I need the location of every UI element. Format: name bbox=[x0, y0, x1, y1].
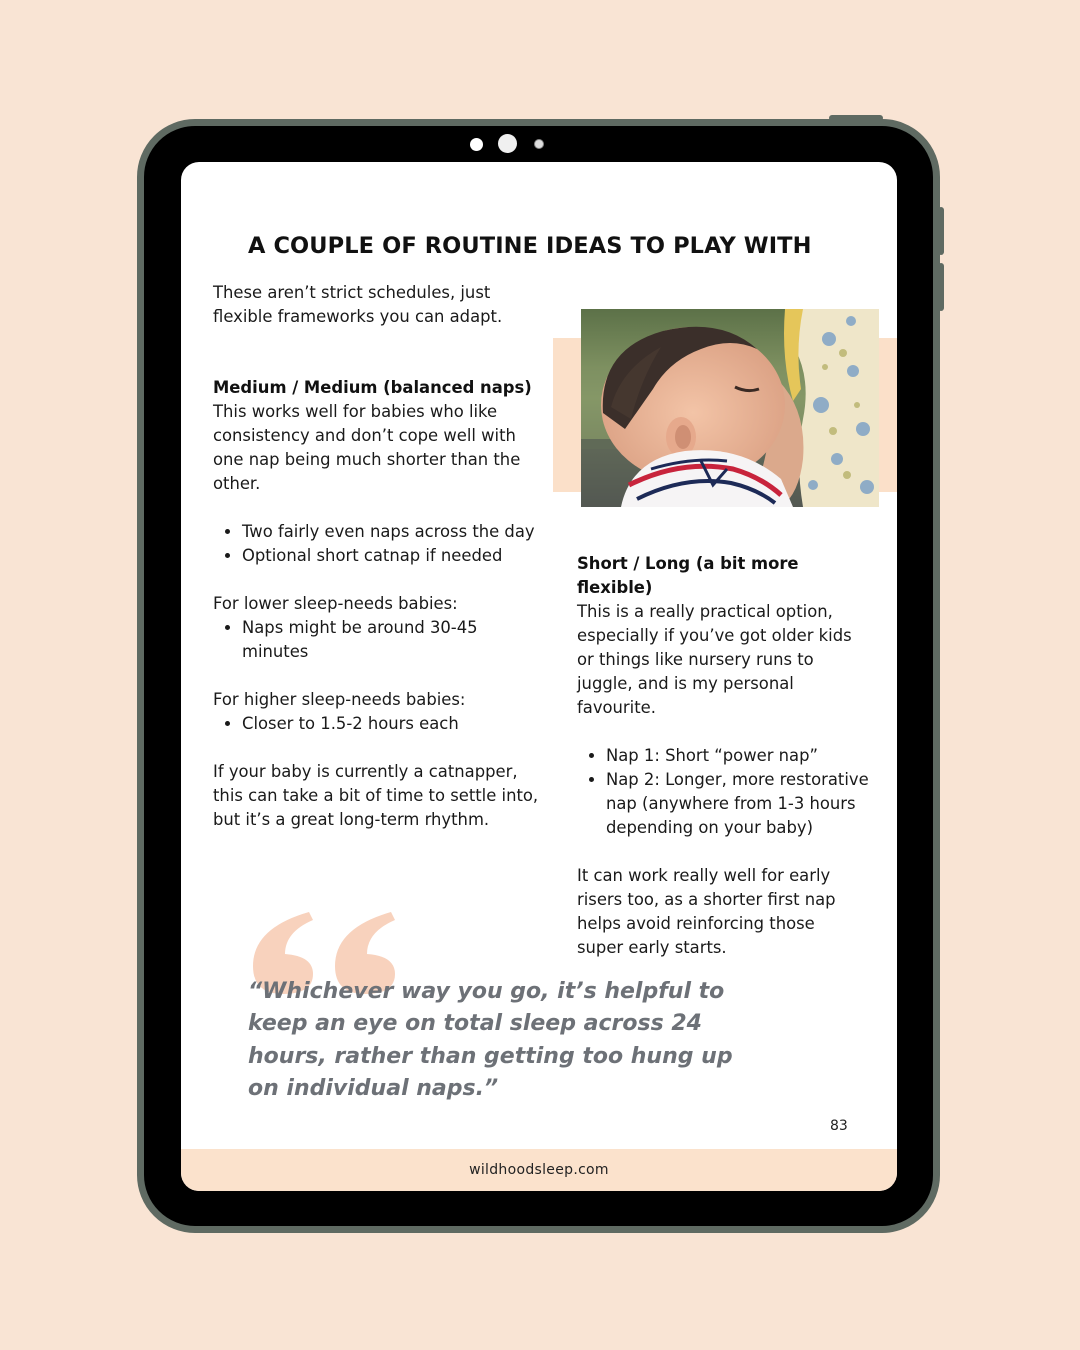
right-column bbox=[577, 552, 877, 960]
medium-medium-closing: If your baby is currently a catnapper, this can take a bit of time to settle into, but it’s a great long-term rhythm. bbox=[213, 762, 539, 829]
higher-sleep-needs-list bbox=[213, 712, 543, 736]
short-long-description: This is a really practical option, especially if you’ve got older kids or things like nursery runs to juggle, and is my personal favourite. bbox=[577, 602, 852, 717]
breastfeeding-baby-photo bbox=[581, 309, 879, 507]
list-item: • Closer to 1.5-2 hours each bbox=[242, 712, 543, 736]
tablet-sensor-left bbox=[470, 138, 483, 151]
medium-medium-list bbox=[213, 520, 543, 568]
list-item: • Nap 2: Longer, more restorative nap (anywhere from 1-3 hours depending on your baby) bbox=[606, 768, 877, 840]
footer-website: wildhoodsleep.com bbox=[181, 1149, 897, 1191]
medium-medium-heading: Medium / Medium (balanced naps) bbox=[213, 378, 532, 397]
intro-text: These aren’t strict schedules, just flexible frameworks you can adapt. bbox=[213, 283, 503, 326]
list-item: • Two fairly even naps across the day bbox=[242, 520, 543, 544]
short-long-closing: It can work really well for early risers too, as a shorter first nap helps avoid reinforcing those super early starts. bbox=[577, 866, 836, 957]
tablet-sensor-right bbox=[534, 139, 544, 149]
ebook-page bbox=[181, 162, 897, 1191]
list-item: • Optional short catnap if needed bbox=[242, 544, 543, 568]
list-item: • Naps might be around 30-45 minutes bbox=[242, 616, 512, 664]
short-long-heading: Short / Long (a bit more flexible) bbox=[577, 554, 799, 597]
tablet-volume-down-button bbox=[938, 263, 944, 311]
lower-sleep-needs-list bbox=[213, 616, 512, 664]
breastfeeding-baby-illustration bbox=[581, 309, 879, 507]
medium-medium-description: This works well for babies who like consistency and don’t cope well with one nap being much shorter than the other. bbox=[213, 402, 521, 493]
short-long-list bbox=[577, 744, 877, 840]
tablet-volume-up-button bbox=[938, 207, 944, 255]
pull-quote: “Whichever way you go, it’s helpful to keep an eye on total sleep across 24 hours, rather than getting too hung up on individual naps.” bbox=[248, 979, 733, 1102]
tablet-top-button bbox=[829, 115, 883, 121]
tablet-camera-lens bbox=[498, 134, 517, 153]
page-number: 83 bbox=[830, 1118, 848, 1134]
higher-sleep-needs-label: For higher sleep-needs babies: bbox=[213, 690, 466, 709]
left-column bbox=[213, 281, 543, 832]
lower-sleep-needs-label: For lower sleep-needs babies: bbox=[213, 594, 458, 613]
page-title: A COUPLE OF ROUTINE IDEAS TO PLAY WITH bbox=[248, 233, 812, 259]
list-item: • Nap 1: Short “power nap” bbox=[606, 744, 877, 768]
